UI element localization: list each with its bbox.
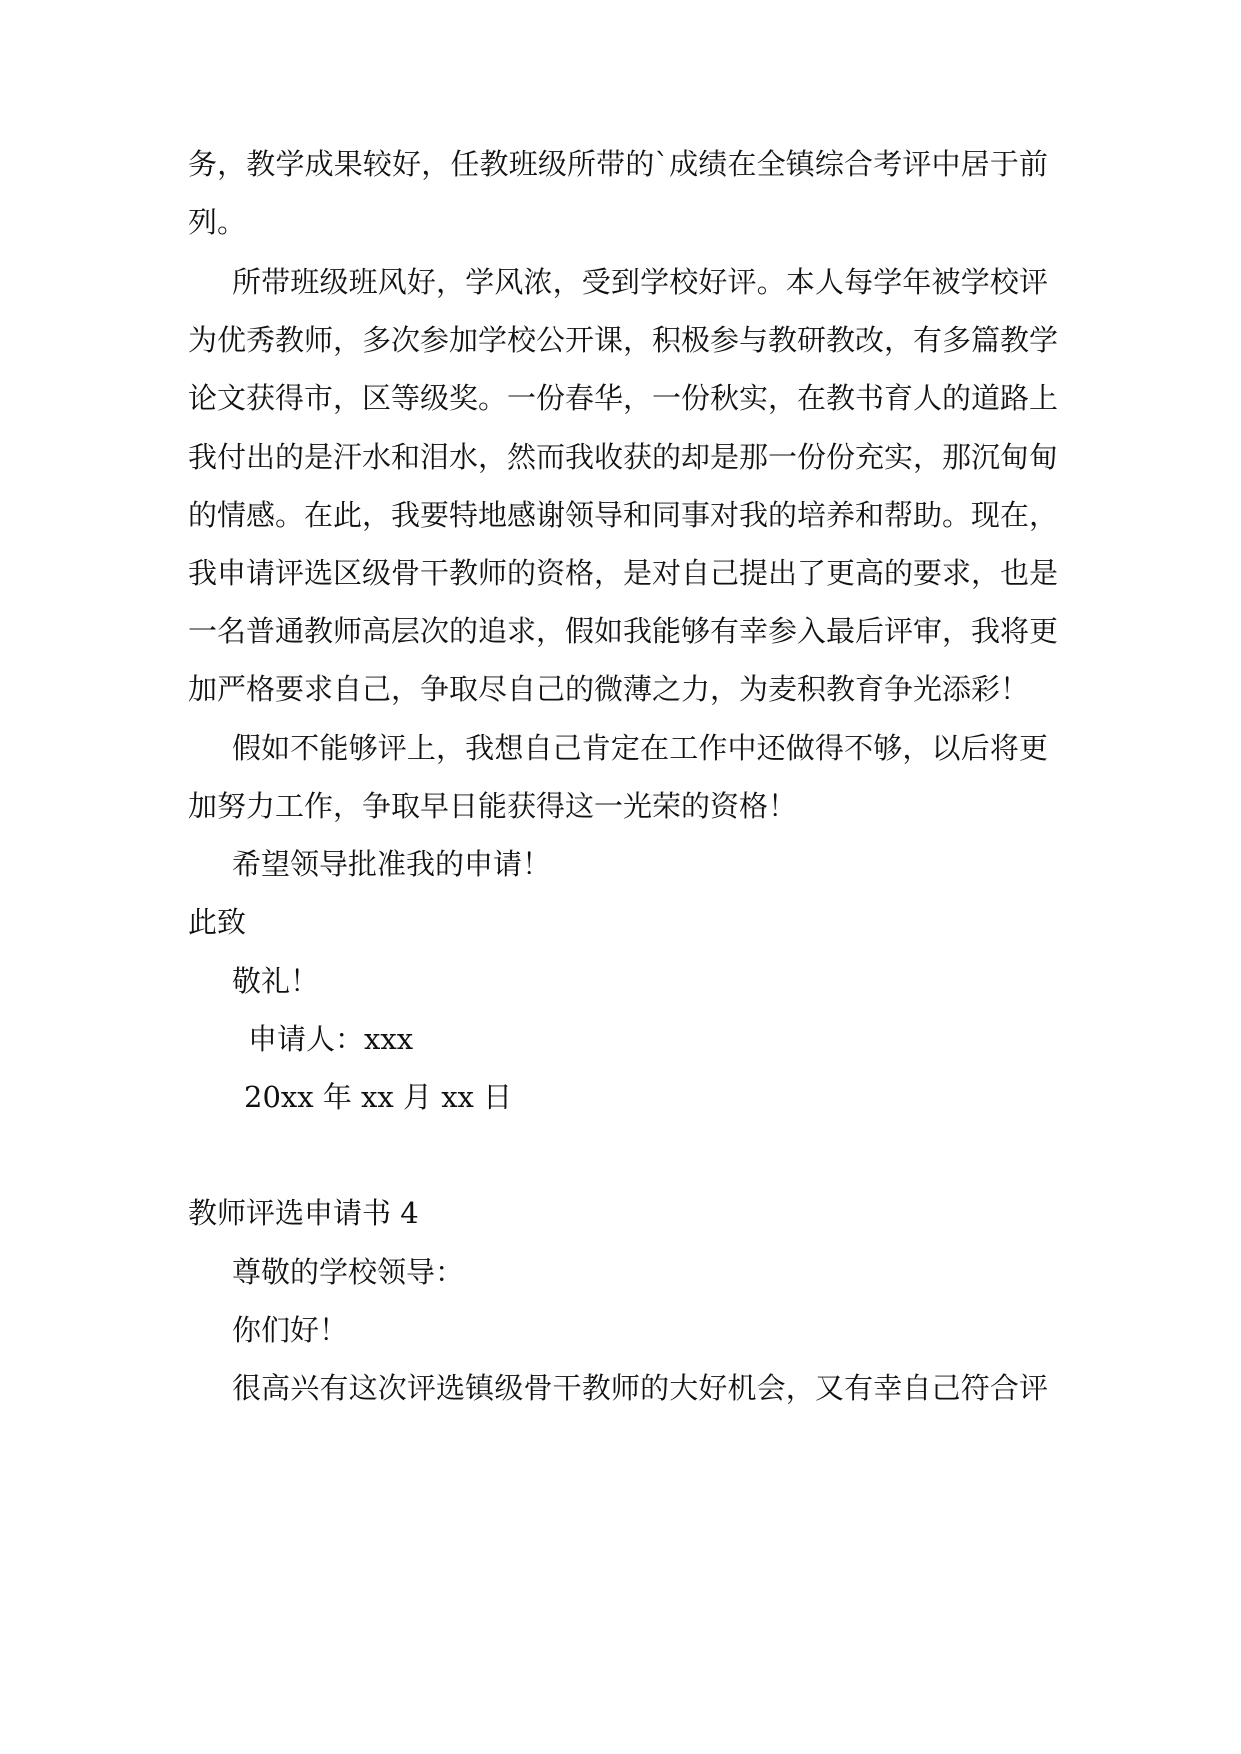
text-line: 的情感。在此，我要特地感谢领导和同事对我的培养和帮助。现在， xyxy=(188,498,1059,532)
salutation: 尊敬的学校领导： xyxy=(232,1255,465,1289)
text-line: 假如不能够评上，我想自己肯定在工作中还做得不够，以后将更 xyxy=(232,731,1048,765)
text-line: 很高兴有这次评选镇级骨干教师的大好机会，又有幸自己符合评 xyxy=(232,1371,1048,1405)
text-line: 我付出的是汗水和泪水，然而我收获的却是那一份份充实，那沉甸甸 xyxy=(188,440,1059,474)
application-date: 20xx 年 xx 月 xx 日 xyxy=(244,1080,513,1114)
text-line: 为优秀教师，多次参加学校公开课，积极参与教研教改，有多篇教学 xyxy=(188,323,1059,357)
closing-cizhi: 此致 xyxy=(188,905,247,939)
text-line: 所带班级班风好，学风浓，受到学校好评。本人每学年被学校评 xyxy=(232,265,1048,299)
text-line: 我申请评选区级骨干教师的资格，是对自己提出了更高的要求，也是 xyxy=(188,556,1059,590)
text-line: 列。 xyxy=(188,205,247,239)
text-line: 务，教学成果较好，任教班级所带的`成绩在全镇综合考评中居于前 xyxy=(188,147,1048,181)
text-line: 一名普通教师高层次的追求，假如我能够有幸参入最后评审，我将更 xyxy=(188,614,1059,648)
greeting: 你们好！ xyxy=(232,1313,349,1347)
text-line: 希望领导批准我的申请！ xyxy=(232,847,552,881)
applicant-signature: 申请人：xxx xyxy=(248,1022,414,1056)
text-line: 论文获得市，区等级奖。一份春华，一份秋实，在教书育人的道路上 xyxy=(188,381,1059,415)
section-title: 教师评选申请书 4 xyxy=(188,1196,419,1230)
text-line: 加努力工作，争取早日能获得这一光荣的资格！ xyxy=(188,789,798,823)
closing-jingli: 敬礼！ xyxy=(232,964,320,998)
text-line: 加严格要求自己，争取尽自己的微薄之力，为麦积教育争光添彩！ xyxy=(188,672,1030,706)
